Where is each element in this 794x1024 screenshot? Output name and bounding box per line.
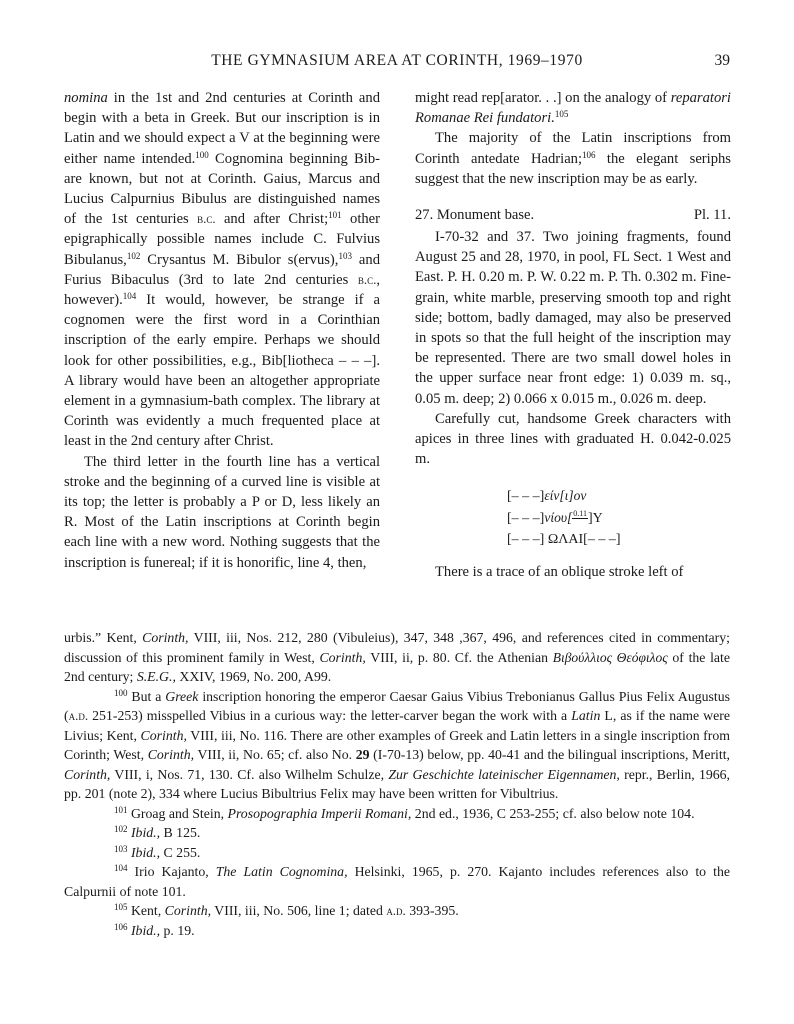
- italic-run: Corinth,: [142, 630, 189, 645]
- italic-run: Latin: [571, 708, 601, 723]
- italic-run: Ibid.,: [130, 844, 161, 860]
- bold-run: 29: [355, 747, 370, 762]
- note-reference: 106: [582, 149, 596, 160]
- text-run: It would, however, be strange if a cognomen were the first word in a Corinthian inscription of the early empire. Perhaps we should look for other possibilities, e.g., Bib[liotheca – – –]. A library would have been an altogether appropriate element in a gymnasium-bath complex. The library at Corinth was evidently a much frequented place at least in the 2nd century after Christ.: [64, 292, 380, 450]
- italic-run: Ibid.,: [130, 825, 161, 840]
- text-run: of the late 2nd century;: [64, 649, 730, 684]
- text-run: (I-70-13) below, pp. 40-41 and the bilingual inscriptions, Meritt,: [369, 747, 730, 762]
- entry-title: [415, 205, 534, 225]
- italic-run: Prosopographia Imperii Romani,: [227, 805, 412, 821]
- text-run: 2nd ed., 1936, C 253-255; cf. also below note 104.: [411, 805, 695, 821]
- text-run: VIII, iii, No. 506, line 1; dated: [211, 903, 387, 918]
- text-run: C 255.: [160, 844, 201, 860]
- text-run: Cognomina beginning Bib- are known, but not at Corinth. Gaius, Marcus and Lucius Calpurnius Bibulus are distinguished names of the 1st centuries: [64, 150, 380, 228]
- text-run: , however).: [64, 271, 380, 309]
- paragraph: [415, 128, 731, 189]
- left-column: [64, 88, 380, 573]
- small-caps-run: b.c.: [197, 211, 216, 227]
- text-run: I-70-32 and 37. Two joining fragments, found August 25 and 28, 1970, in pool, FL Sect. 1 West and East. P. H. 0.20 m. P. W. 0.22 m. P. Th. 0.302 m. Fine-grain, white marble, preserving smooth top and right side; bottom, badly damaged, may also be preserved in spots so that the full height of the inscription may be represented. There are two small dowel holes in the upper surface near front edge: 1) 0.039 m. sq., 0.05 m. deep; 2) 0.066 x 0.015 m., 0.026 m. deep.: [415, 229, 731, 407]
- footnote-102: [64, 823, 730, 843]
- text-run: inscription honoring the emperor Caesar Gaius Vibius Trebonianus Gallus Pius Felix Augustus (: [64, 688, 730, 723]
- inscription-line-1: [– – –]είν[ι]ον: [507, 488, 587, 505]
- paragraph: [415, 409, 731, 470]
- text-run: p. 19.: [160, 922, 195, 938]
- footnote-100: [64, 687, 730, 804]
- inscription-line-2: [– – –]νίου[ 0.11 ]Υ: [507, 509, 603, 527]
- note-reference: 100: [195, 149, 209, 160]
- inscription-line-3: [– – –] ΩΛΑΙ[– – –]: [507, 532, 621, 548]
- running-title: THE GYMNASIUM AREA AT CORINTH, 1969–1970: [211, 52, 583, 69]
- note-reference: 105: [114, 902, 128, 912]
- italic-run: Ibid.,: [130, 922, 161, 938]
- note-reference: 102: [114, 824, 128, 834]
- italic-run: Zur Geschichte lateinischer Eigennamen,: [388, 766, 620, 782]
- note-reference: 102: [126, 250, 141, 261]
- text-run: in the 1st and 2nd centuries at Corinth and begin with a beta in Greek. But our inscription is in Latin and we should expect a V at the beginning were either name intended.: [64, 90, 380, 167]
- footnotes: [64, 628, 730, 940]
- text-run: VIII, iii, No. 116. There are other examples of Greek and Latin letters in a single inscription from Corinth; West,: [64, 727, 730, 762]
- text-run: B 125.: [160, 825, 201, 840]
- page-number: 39: [714, 52, 730, 69]
- paragraph: [415, 88, 731, 128]
- text-run: VIII, i, Nos. 71, 130. Cf. also Wilhelm Schulze,: [110, 766, 389, 782]
- note-reference: 101: [114, 804, 128, 815]
- paragraph: [415, 562, 731, 582]
- footnote-104: [64, 862, 730, 901]
- note-reference: 104: [122, 291, 137, 302]
- text-run: Irio Kajanto,: [127, 864, 216, 879]
- note-reference: 101: [328, 210, 342, 221]
- text-run: XXIV, 1969, No. 200, A99.: [175, 669, 332, 684]
- italic-run: Corinth,: [140, 727, 187, 743]
- text-run: VIII, iii, Nos. 212, 280 (Vibuleius), 347, 348 ,367, 496, and references cited in commentary; discussion of this prominent family in West,: [64, 630, 730, 665]
- paragraph: [415, 227, 731, 409]
- text-run: Helsinki, 1965, p. 270. Kajanto includes references also to the Calpurnii of note 101.: [64, 864, 730, 899]
- small-caps-run: a.d.: [386, 903, 406, 918]
- text-run: Kent,: [127, 903, 165, 918]
- catalogue-entry-heading: [415, 205, 731, 227]
- footnote-continuation: [64, 628, 730, 687]
- plate-reference: Pl. 11.: [693, 207, 731, 224]
- text-run: other epigraphically possible names include C. Fulvius Bibulanus,: [64, 211, 381, 268]
- entry-name: Monument base.: [436, 207, 535, 224]
- text-run: might read rep[arator. . .] on the analogy of: [415, 90, 671, 106]
- inscription-text: [507, 485, 731, 550]
- entry-number: 27.: [415, 207, 434, 224]
- italic-run: reparatori Romanae Rei fundatori.: [415, 90, 731, 127]
- note-reference: 106: [114, 921, 128, 932]
- italic-run: Corinth,: [64, 766, 111, 782]
- note-reference: 103: [114, 843, 128, 854]
- note-reference: 105: [554, 109, 569, 120]
- note-reference: 100: [114, 687, 128, 698]
- italic-run: Corinth,: [164, 903, 212, 918]
- small-caps-run: b.c.: [357, 271, 377, 287]
- text-run: VIII, ii, No. 65; cf. also No.: [194, 747, 356, 762]
- small-caps-run: a.d.: [68, 708, 89, 723]
- gap-measure: 0.11: [573, 509, 587, 519]
- text-run: The majority of the Latin inscriptions from Corinth antedate Hadrian;: [415, 130, 731, 167]
- italic-run: S.E.G.,: [136, 669, 176, 684]
- footnote-105: [64, 901, 730, 921]
- paragraph: [64, 452, 380, 573]
- running-head: [64, 52, 730, 76]
- text-run: Carefully cut, handsome Greek characters with apices in three lines with graduated H. 0.042-0.025 m.: [415, 410, 731, 468]
- text-run: L, as if the name were Livius; Kent,: [64, 708, 730, 743]
- text-run: Crysantus M. Bibulor s(ervus),: [140, 251, 339, 268]
- italic-run: The Latin Cognomina,: [215, 864, 348, 879]
- footnote-103: [64, 843, 730, 863]
- text-run: There is a trace of an oblique stroke left of: [435, 564, 684, 581]
- text-run: VIII, ii, p. 80. Cf. the Athenian: [365, 649, 553, 665]
- italic-run: Corinth,: [319, 649, 366, 665]
- text-run: Groag and Stein,: [127, 805, 228, 821]
- footnote-101: [64, 804, 730, 824]
- footnote-106: [64, 921, 730, 941]
- text-run: 393-395.: [405, 903, 459, 918]
- text-run: repr., Berlin, 1966, pp. 201 (note 2), 334 where Lucius Bibultrius Felix may have been written for Vibultrius.: [64, 766, 730, 801]
- text-run: 251-253) misspelled Vibius in a curious way: the letter-carver began the work with a: [88, 708, 572, 723]
- note-reference: 103: [338, 250, 352, 261]
- italic-run: Corinth,: [147, 747, 195, 762]
- italic-run: nomina: [64, 90, 108, 106]
- greek-run: Βιβούλλιος Θεόφιλος: [552, 649, 668, 665]
- text-run: The third letter in the fourth line has a vertical stroke and the beginning of a curved line is visible at its top; the letter is probably a P or D, less likely an R. Most of the Latin inscriptions at Corinth begin each line with a new word. Nothing suggests that the inscription is funereal; if it is honorific, line 4, then,: [64, 453, 380, 571]
- text-run: urbis.” Kent,: [64, 630, 143, 645]
- text-run: and Furius Bibaculus (3rd to late 2nd centuries: [64, 251, 380, 288]
- paragraph: [64, 88, 380, 452]
- text-run: But a: [127, 688, 166, 704]
- italic-run: Greek: [165, 688, 199, 704]
- text-run: and after Christ;: [215, 211, 329, 228]
- note-reference: 104: [114, 863, 128, 873]
- right-column: [415, 88, 731, 583]
- text-run: the elegant seriphs suggest that the new inscription may be as early.: [415, 150, 731, 187]
